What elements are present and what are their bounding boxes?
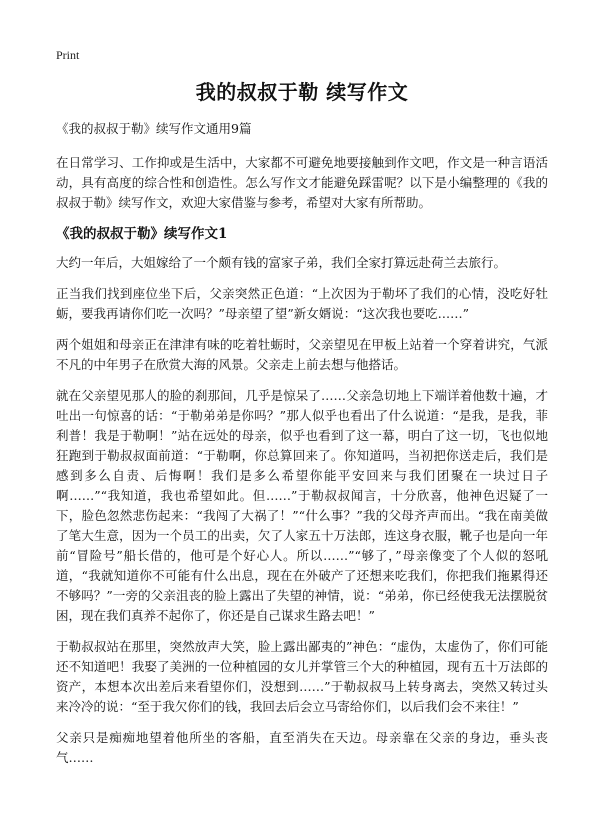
body-paragraph-1: 大约一年后，大姐嫁给了一个颇有钱的富家子弟，我们全家打算远赴荷兰去旅行。: [56, 255, 507, 270]
page-title: 我的叔叔于勒 续写作文: [195, 80, 409, 104]
body-paragraph-6: 父亲只是痴痴地望着他所坐的客船，直至消失在天边。母亲靠在父亲的身边，垂头丧气……: [56, 730, 548, 765]
section-heading: 《我的叔叔于勒》续写作文1: [56, 226, 228, 242]
article: [56, 76, 548, 779]
intro-paragraph: 在日常学习、工作抑或是生活中，大家都不可避免地要接触到作文吧，作文是一种言语活动，具有高度的综合性和创造性。怎么写作文才能避免踩雷呢？以下是小编整理的《我的叔叔于勒》续写作文，欢迎大家借鉴与参考，希望对大家有所帮助。: [56, 155, 548, 210]
body-paragraph-2: 正当我们找到座位坐下后，父亲突然正色道：“上次因为于勒坏了我们的心情，没吃好牡蛎，要我再请你们吃一次吗？”母亲望了望”新女婿说：“这次我也要吃……”: [56, 286, 548, 321]
body-paragraph-3: 两个姐姐和母亲正在津津有味的吃着牡蛎时，父亲望见在甲板上站着一个穿着讲究，气派不凡的中年男子在欣赏大海的风景。父亲走上前去想与他搭话。: [56, 337, 548, 372]
article-subtitle: 《我的叔叔于勒》续写作文通用9篇: [56, 121, 252, 136]
print-link[interactable]: Print: [56, 48, 80, 62]
body-paragraph-5: 于勒叔叔站在那里，突然放声大笑，脸上露出鄙夷的”神色：“虚伪，太虚伪了，你们可能还不知道吧！我娶了美洲的一位种植园的女儿并掌管三个大的种植园，现有五十万法郎的资产，本想本次出差后来看望你们，没想到……”于勒叔叔马上转身离去，突然又转过头来冷冷的说：“至于我欠你们的钱，我回去后会立马寄给你们，以后我们会不来往！”: [56, 639, 548, 714]
body-paragraph-4: 就在父亲望见那人的脸的刹那间，几乎是惊呆了……父亲急切地上下端详着他数十遍，才吐出一句惊喜的话：“于勒弟弟是你吗？”那人似乎也看出了什么说道：“是我，是我，菲利普！我是于勒啊！”站在远处的母亲，似乎也看到了这一幕，明白了这一切，飞也似地狂跑到于勒叔叔面前道：“于勒啊，你总算回来了。你知道吗，当初把你送走后，我们是感到多么自责、后悔啊！我们是多么希望你能平安回来与我们团聚在一块过日子啊……”“我知道，我也希望如此。但……”于勒叔叔闻言，十分欣喜，他神色迟疑了一下，脸色忽然悲伤起来：“我闯了大祸了！”“什么事？”我的父母齐声而出。“我在南美做了笔大生意，因为一个员工的出卖，欠了人家五十万法郎，连这身衣服，靴子也是向一年前“冒险号”船长借的，他可是个好心人。所以……”“够了，”母亲像变了个人似的怒吼道，“我就知道你不可能有什么出息，现在在外破产了还想来吃我们，你把我们拖累得还不够吗？”一旁的父亲沮丧的脸上露出了失望的神情，说：“弟弟，你已经使我无法摆脱贫困，现在我们真养不起你了，你还是自己谋求生路去吧！”: [56, 388, 548, 623]
